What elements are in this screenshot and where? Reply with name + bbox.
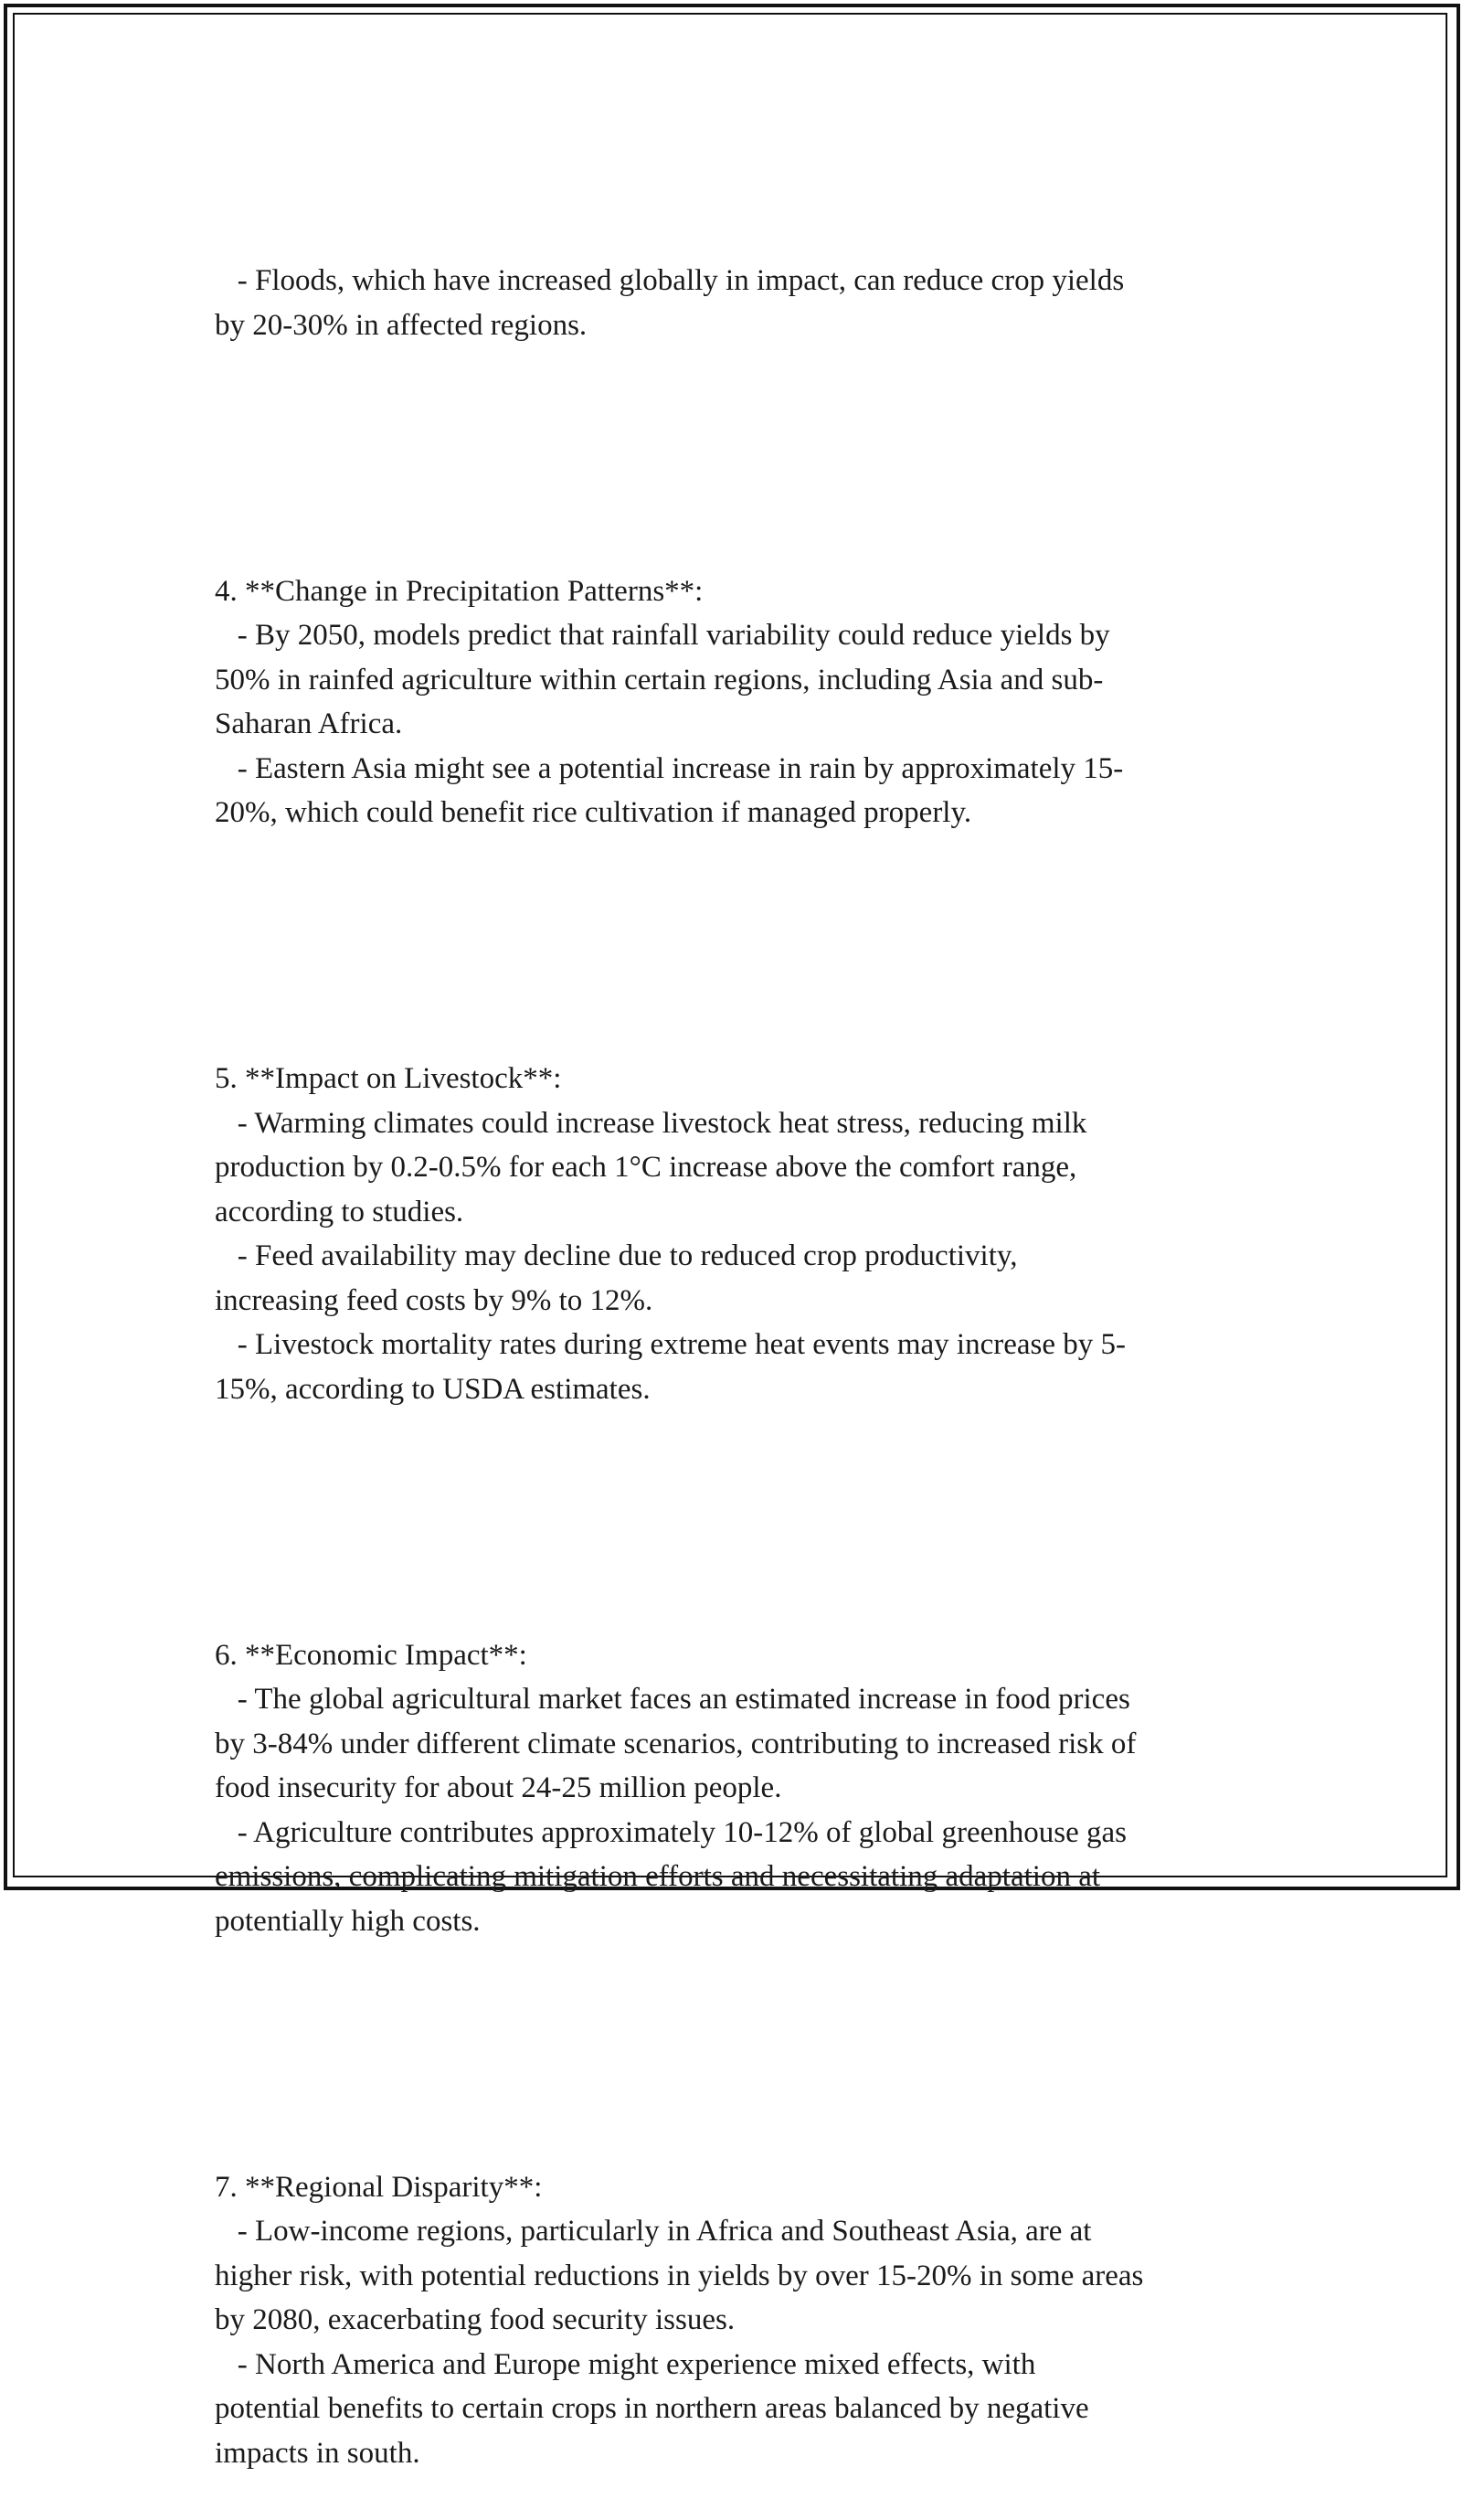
paragraph-floods: - Floods, which have increased globally in impact, can reduce crop yields by 20-30% in affected regions. [215,264,1125,342]
paragraph-economic-impact: 6. **Economic Impact**: - The global agricultural market faces an estimated increase in food prices by 3-84% under different climate scenarios, contributing to increased risk of food insecurity for about 24-25 million people. - Agriculture contributes approximately 10-12% of global greenhouse gas emissions, complicating mitigation efforts and necessitating adaptation at potentially high costs. [215,1638,1137,1938]
paragraph-impact-on-livestock: 5. **Impact on Livestock**: - Warming climates could increase livestock heat stress, reducing milk production by 0.2-0.5% for each 1°C increase above the comfort range, according to studies. - Feed availability may decline due to reduced crop productivity, increasing feed costs by 9% to 12%. - Livestock mortality rates during extreme heat events may increase by 5- 15%, according to USDA estimates. [215,1062,1126,1406]
paragraph-regional-disparity: 7. **Regional Disparity**: - Low-income regions, particularly in Africa and Southeast Asia, are at higher risk, with potential reductions in yields by over 15-20% in some areas by 2080, exacerbating food security issues. - North America and Europe might experience mixed effects, with potential benefits to certain crops in northern areas balanced by negative impacts in south. [215,2170,1144,2470]
paragraph-gap [215,1500,1275,1545]
paragraph-gap [215,924,1275,969]
paragraph-gap [215,436,1275,481]
paragraph-gap [215,2032,1275,2077]
paragraph-precipitation-patterns: 4. **Change in Precipitation Patterns**: - By 2050, models predict that rainfall variability could reduce yields by 50% in rainfed agriculture within certain regions, including Asia and sub- Saharan Africa. - Eastern Asia might see a potential increase in rain by approximately 15- 20%, which could benefit rice cultivation if managed properly. [215,574,1124,829]
document-body [215,170,1275,2520]
